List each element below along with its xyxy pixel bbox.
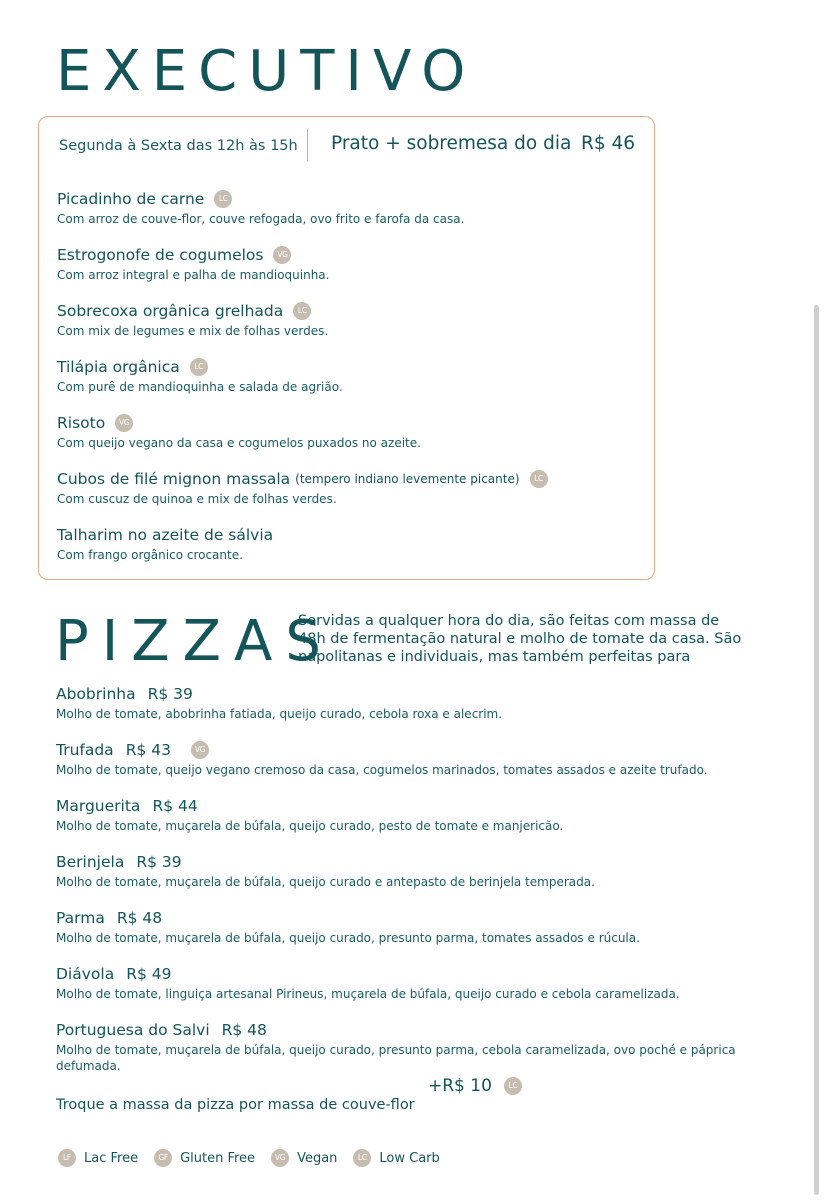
legend-item-low-carb [353, 1149, 439, 1167]
pizza-name: Portuguesa do Salvi [56, 1021, 210, 1039]
cauliflower-crust-extra [428, 1076, 522, 1096]
executivo-menu-box [38, 116, 655, 580]
item-name: Talharim no azeite de sálvia [57, 526, 274, 544]
item-description: Com queijo vegano da casa e cogumelos puxados no azeite. [57, 436, 421, 450]
pizza-description: Molho de tomate, queijo vegano cremoso da casa, cogumelos marinados, tomates assados e azeite trufado. [56, 763, 708, 777]
gluten-free-badge-icon: GF [154, 1149, 172, 1167]
menu-item [57, 357, 343, 395]
pizzas-intro: Servidas a qualquer hora do dia, são feitas com massa de 48h de fermentação natural e molho de tomate da casa. São napolitanas e individuais, mas também perfeitas para [298, 613, 742, 665]
pizza-item [56, 684, 756, 722]
low-carb-badge-icon: LC [214, 190, 232, 208]
executivo-schedule: Segunda à Sexta das 12h às 15h [59, 138, 298, 154]
pizza-item [56, 796, 756, 834]
menu-item [57, 469, 548, 507]
menu-item [57, 525, 273, 563]
pizza-price: R$ 48 [116, 909, 163, 927]
legend-item-gluten-free [154, 1149, 255, 1167]
item-name: Cubos de filé mignon massala [57, 470, 291, 488]
low-carb-badge-icon: LC [293, 302, 311, 320]
executivo-price: R$ 46 [581, 133, 636, 154]
legend-label: Vegan [297, 1150, 338, 1166]
pizza-item [56, 964, 756, 1002]
menu-item [57, 189, 464, 227]
item-name: Sobrecoxa orgânica grelhada [57, 302, 284, 320]
pizza-price: R$ 43 [125, 741, 171, 759]
menu-item [57, 245, 329, 283]
vertical-scrollbar[interactable] [814, 305, 819, 1195]
pizza-item [56, 740, 756, 778]
item-name: Risoto [57, 414, 106, 432]
low-carb-badge-icon: LC [530, 470, 548, 488]
item-description: Com purê de mandioquinha e salada de agrião. [57, 380, 343, 394]
low-carb-badge-icon: LC [190, 358, 208, 376]
item-description: Com frango orgânico crocante. [57, 548, 243, 562]
pizza-price: R$ 39 [136, 853, 182, 871]
item-name: Estrogonofe de cogumelos [57, 246, 264, 264]
vegan-badge-icon: VG [273, 246, 291, 264]
pizza-item [56, 1020, 756, 1074]
pizza-name: Berinjela [56, 853, 125, 871]
pizza-price: R$ 39 [147, 685, 193, 703]
extra-price: +R$ 10 [428, 1076, 492, 1096]
pizza-name: Marguerita [56, 797, 141, 815]
pizza-item [56, 852, 756, 890]
executivo-offer: Prato + sobremesa do dia [331, 133, 572, 154]
legend-label: Lac Free [84, 1150, 139, 1166]
item-description: Com mix de legumes e mix de folhas verdes. [57, 324, 329, 338]
item-note: (tempero indiano levemente picante) [295, 472, 520, 486]
header-divider [307, 129, 308, 161]
crust-swap-text: Troque a massa da pizza por massa de couve-flor [56, 1097, 415, 1113]
item-name: Picadinho de carne [57, 190, 205, 208]
item-name: Tilápia orgânica [57, 358, 180, 376]
low-carb-badge-icon: LC [353, 1149, 371, 1167]
pizza-name: Diávola [56, 965, 115, 983]
pizza-description: Molho de tomate, muçarela de búfala, queijo curado e antepasto de berinjela temperada. [56, 875, 595, 889]
item-description: Com cuscuz de quinoa e mix de folhas verdes. [57, 492, 337, 506]
legend-item-lac-free [58, 1149, 138, 1167]
legend-label: Low Carb [379, 1150, 440, 1166]
pizza-description: Molho de tomate, linguiça artesanal Pirineus, muçarela de búfala, queijo curado e cebola caramelizada. [56, 987, 680, 1001]
pizza-name: Parma [56, 909, 105, 927]
pizza-description: Molho de tomate, muçarela de búfala, queijo curado, presunto parma, tomates assados e rúcula. [56, 931, 640, 945]
item-description: Com arroz integral e palha de mandioquinha. [57, 268, 330, 282]
pizza-description: Molho de tomate, muçarela de búfala, queijo curado, pesto de tomate e manjericão. [56, 819, 564, 833]
menu-item [57, 301, 328, 339]
dietary-legend [58, 1149, 456, 1167]
vegan-badge-icon: VG [115, 414, 133, 432]
vegan-badge-icon: VG [191, 741, 209, 759]
pizzas-title: PIZZAS [55, 609, 334, 674]
legend-label: Gluten Free [180, 1150, 256, 1166]
menu-item [57, 413, 421, 451]
pizza-price: R$ 48 [221, 1021, 267, 1039]
low-carb-badge-icon: LC [504, 1077, 522, 1095]
pizza-name: Abobrinha [56, 685, 136, 703]
legend-item-vegan [271, 1149, 337, 1167]
executivo-title: EXECUTIVO [56, 39, 477, 104]
pizza-item [56, 908, 756, 946]
pizza-price: R$ 49 [126, 965, 172, 983]
pizza-description: Molho de tomate, muçarela de búfala, queijo curado, presunto parma, cebola caramelizada, ovo poché e páprica defumada. [56, 1043, 736, 1073]
item-description: Com arroz de couve-flor, couve refogada, ovo frito e farofa da casa. [57, 212, 465, 226]
vegan-badge-icon: VG [271, 1149, 289, 1167]
pizza-name: Trufada [56, 741, 114, 759]
pizza-price: R$ 44 [152, 797, 198, 815]
pizza-description: Molho de tomate, abobrinha fatiada, queijo curado, cebola roxa e alecrim. [56, 707, 503, 721]
lac-free-badge-icon: LF [58, 1149, 76, 1167]
